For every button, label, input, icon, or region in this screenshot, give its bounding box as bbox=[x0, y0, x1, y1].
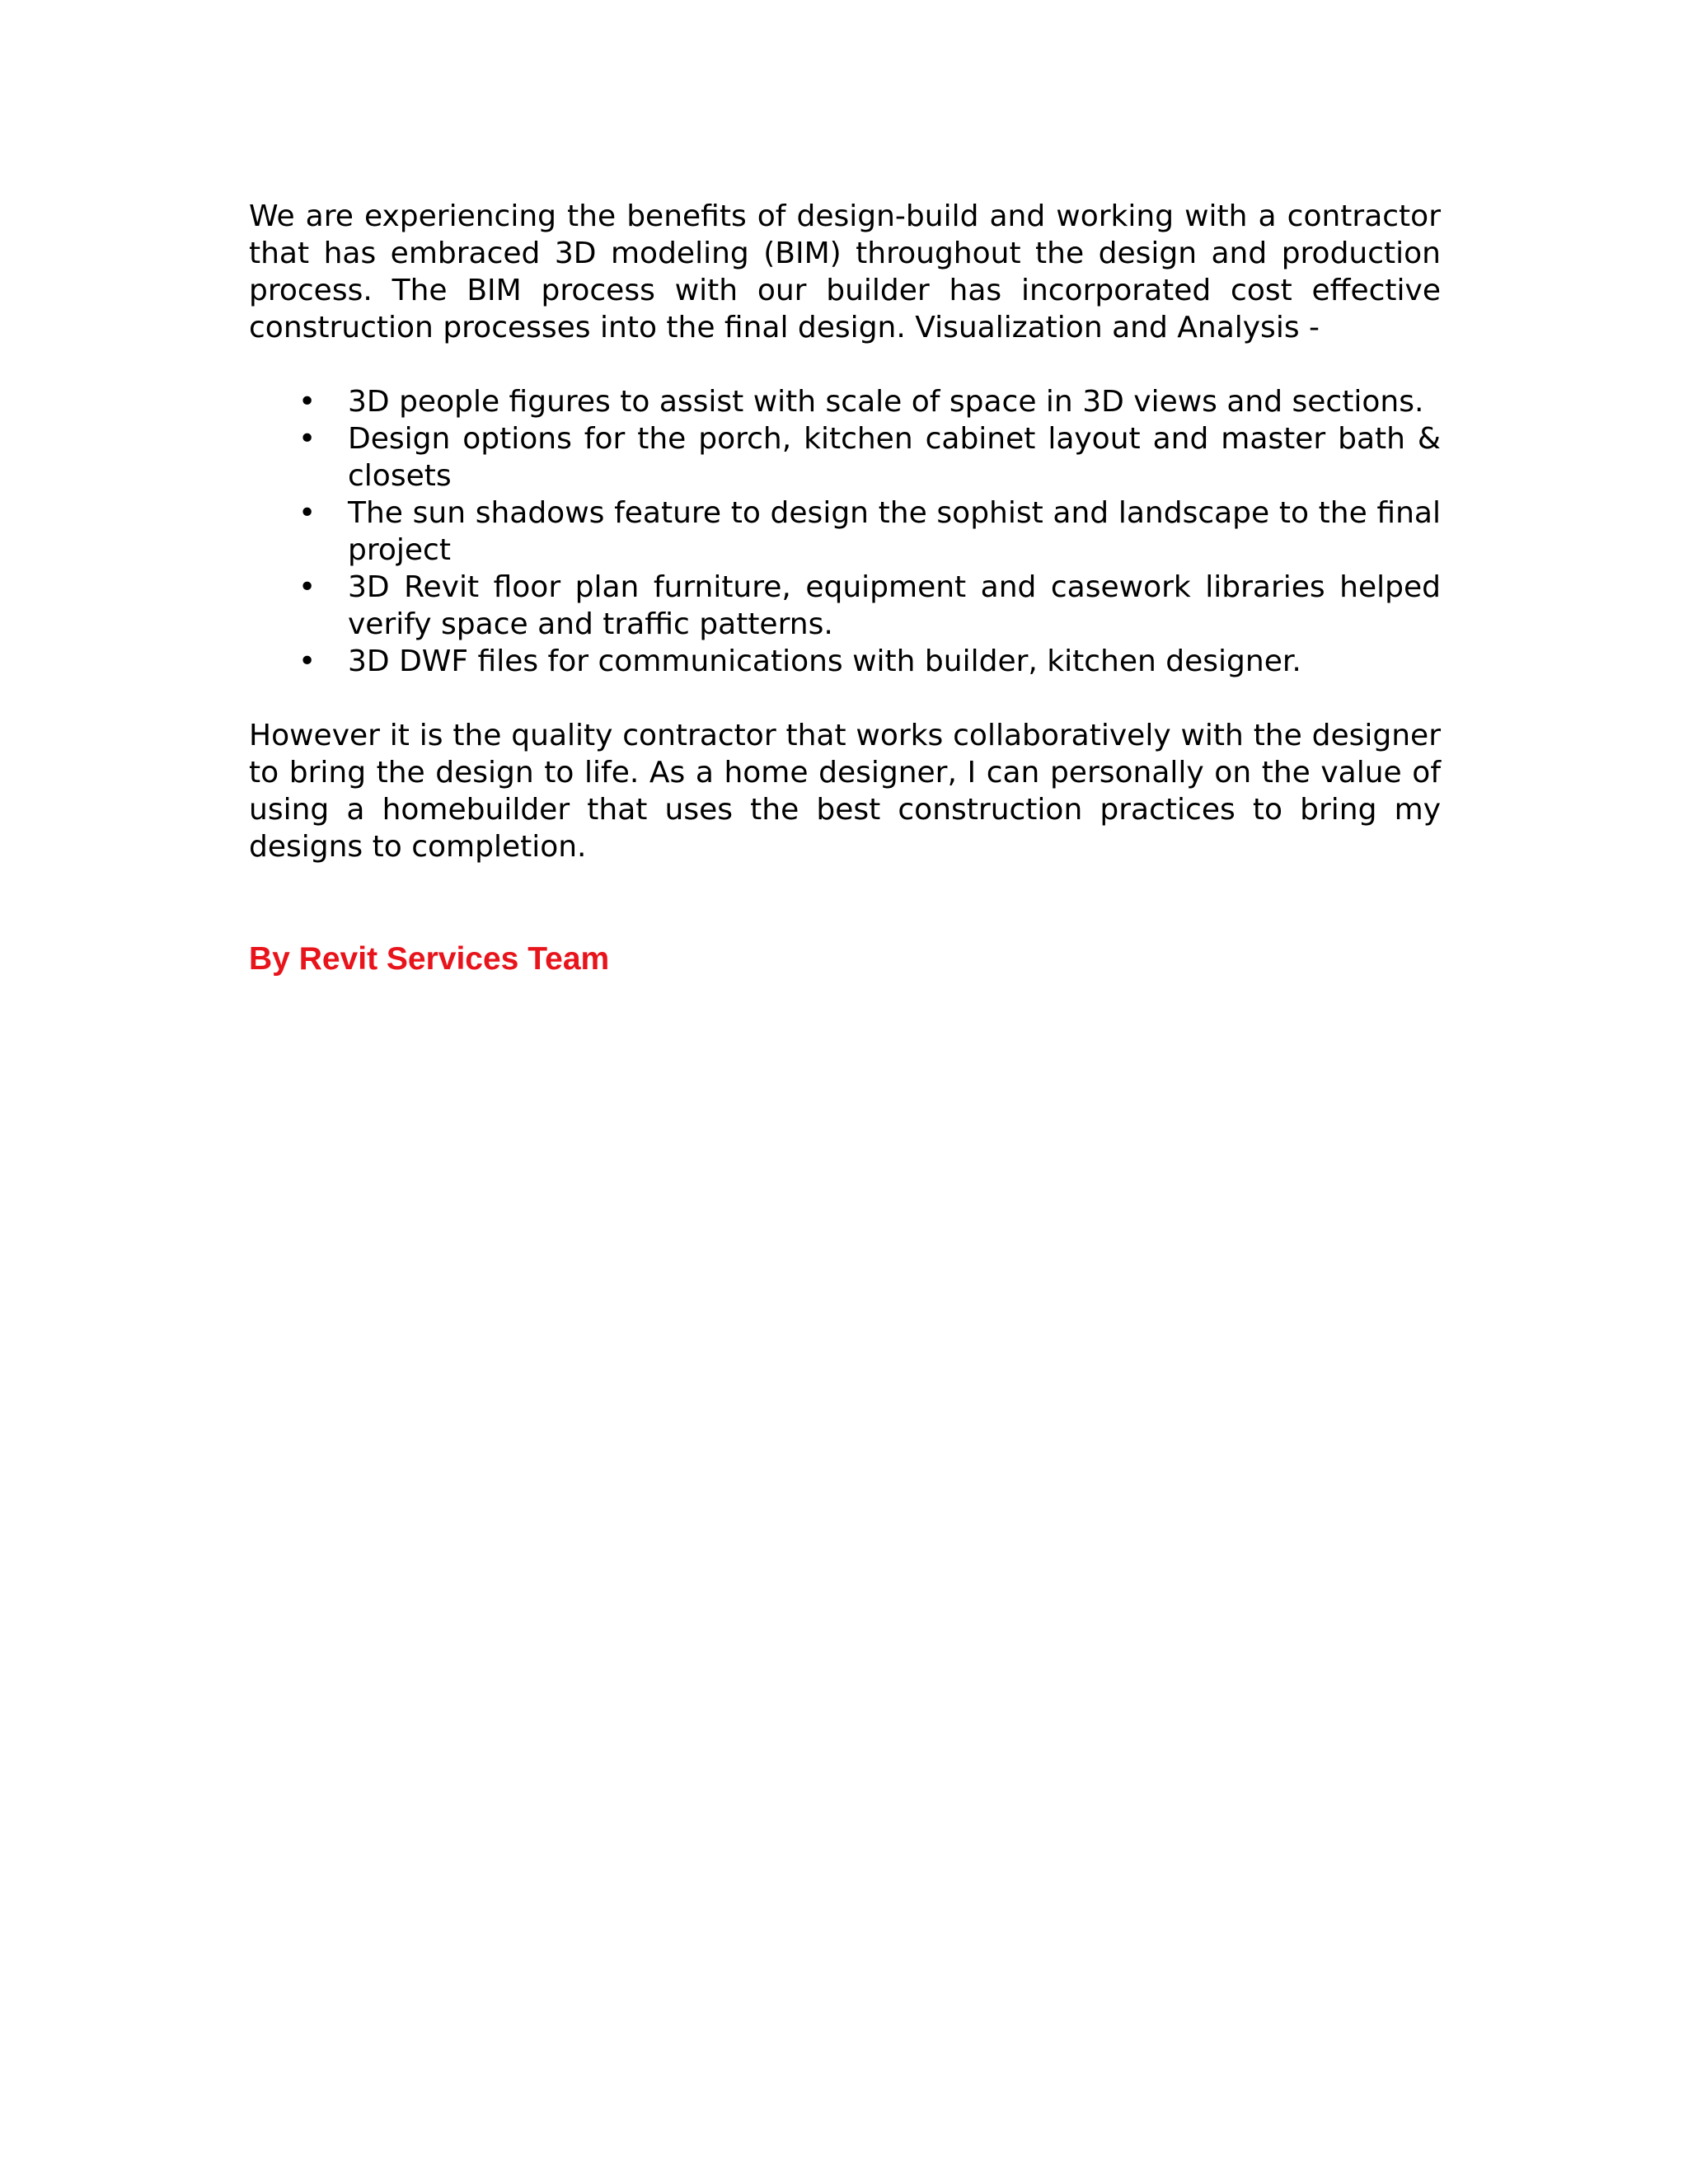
list-item-text: The sun shadows feature to design the sophist and landscape to the final project bbox=[348, 496, 1441, 567]
bullet-icon: • bbox=[298, 570, 316, 604]
signature: By Revit Services Team bbox=[249, 941, 610, 977]
bullet-icon: • bbox=[298, 422, 316, 456]
bullet-icon: • bbox=[298, 385, 316, 419]
bullet-icon: • bbox=[298, 644, 316, 678]
list-item-text: 3D Revit floor plan furniture, equipment and casework libraries helped verify space and traffic patterns. bbox=[348, 570, 1441, 641]
benefits-list bbox=[249, 383, 1441, 680]
list-item bbox=[249, 643, 1441, 680]
intro-paragraph: We are experiencing the benefits of design-build and working with a contractor that has embraced 3D modeling (BIM) throughout the design and production process. The BIM process with our builder has incorporated cost effective construction processes into the final design. Visualization and Analysis - bbox=[249, 199, 1441, 344]
bullet-icon: • bbox=[298, 496, 316, 530]
closing-paragraph: However it is the quality contractor that works collaboratively with the designer to bring the design to life. As a home designer, I can personally on the value of using a homebuilder that uses the best construction practices to bring my designs to completion. bbox=[249, 719, 1441, 864]
list-item bbox=[249, 569, 1441, 643]
list-item bbox=[249, 383, 1441, 420]
list-item-text: 3D people figures to assist with scale of space in 3D views and sections. bbox=[348, 385, 1424, 419]
list-item bbox=[249, 494, 1441, 569]
list-item bbox=[249, 420, 1441, 494]
list-item-text: 3D DWF files for communications with builder, kitchen designer. bbox=[348, 644, 1301, 678]
document-body bbox=[249, 198, 1441, 979]
list-item-text: Design options for the porch, kitchen cabinet layout and master bath & closets bbox=[348, 422, 1441, 493]
